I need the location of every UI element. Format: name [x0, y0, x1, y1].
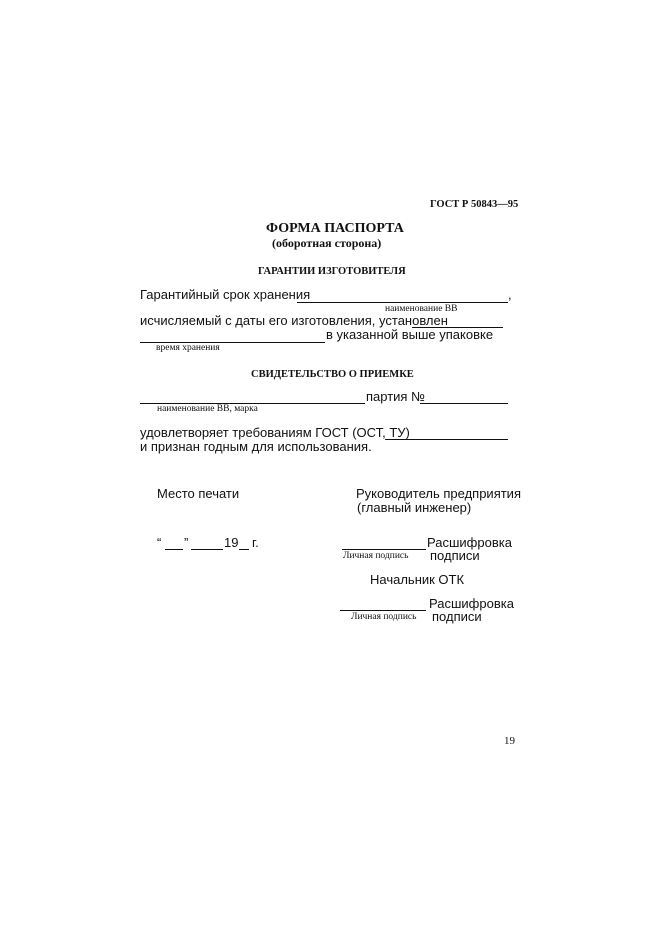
standard-field[interactable] — [385, 439, 508, 440]
head-decode-label: Расшифровка — [427, 535, 512, 550]
date-suffix: г. — [252, 535, 259, 550]
batch-number-field[interactable] — [420, 403, 508, 404]
page-subtitle: (оборотная сторона) — [272, 236, 382, 250]
warranty-period-label: Гарантийный срок хранения — [140, 287, 311, 302]
otk-personal-signature-caption: Личная подпись — [351, 612, 417, 622]
requirements-label: удовлетворяет требованиям ГОСТ (ОСТ, ТУ) — [140, 425, 410, 440]
storage-time-caption: время хранения — [156, 343, 220, 353]
head-personal-signature-caption: Личная подпись — [343, 551, 409, 561]
otk-signature-word: подписи — [432, 609, 482, 624]
head-title: Руководитель предприятия — [356, 486, 521, 501]
head-signature-word: подписи — [430, 548, 480, 563]
date-century: 19 — [224, 535, 239, 550]
otk-title: Начальник ОТК — [370, 572, 465, 587]
date-open-quote: “ — [157, 535, 162, 550]
acceptance-heading: СВИДЕТЕЛЬСТВО О ПРИЕМКЕ — [251, 369, 414, 380]
batch-label: партия № — [366, 389, 426, 404]
head-subtitle: (главный инженер) — [357, 500, 472, 515]
head-signature-field[interactable] — [342, 549, 426, 550]
page-number: 19 — [504, 735, 515, 747]
otk-decode-label: Расшифровка — [429, 596, 514, 611]
explosive-brand-caption: наименование ВВ, марка — [157, 404, 258, 414]
otk-signature-field[interactable] — [340, 610, 426, 611]
explosive-name-caption: наименование ВВ — [385, 304, 458, 314]
comma: , — [508, 287, 512, 302]
date-year-field[interactable] — [239, 549, 249, 550]
fit-for-use-label: и признан годным для использования. — [140, 439, 372, 454]
page-title: ФОРМА ПАСПОРТА — [266, 221, 404, 236]
packaging-label: в указанной выше упаковке — [326, 327, 494, 342]
counted-from-label: исчисляемый с даты его изготовления, установлен — [140, 313, 448, 328]
date-month-field[interactable] — [191, 549, 223, 550]
date-close-quote: ” — [184, 535, 189, 550]
stamp-place-label: Место печати — [157, 486, 240, 501]
warranty-heading: ГАРАНТИИ ИЗГОТОВИТЕЛЯ — [258, 266, 406, 277]
date-day-field[interactable] — [165, 549, 183, 550]
explosive-name-field[interactable] — [297, 302, 508, 303]
standard-number: ГОСТ Р 50843—95 — [430, 199, 519, 210]
